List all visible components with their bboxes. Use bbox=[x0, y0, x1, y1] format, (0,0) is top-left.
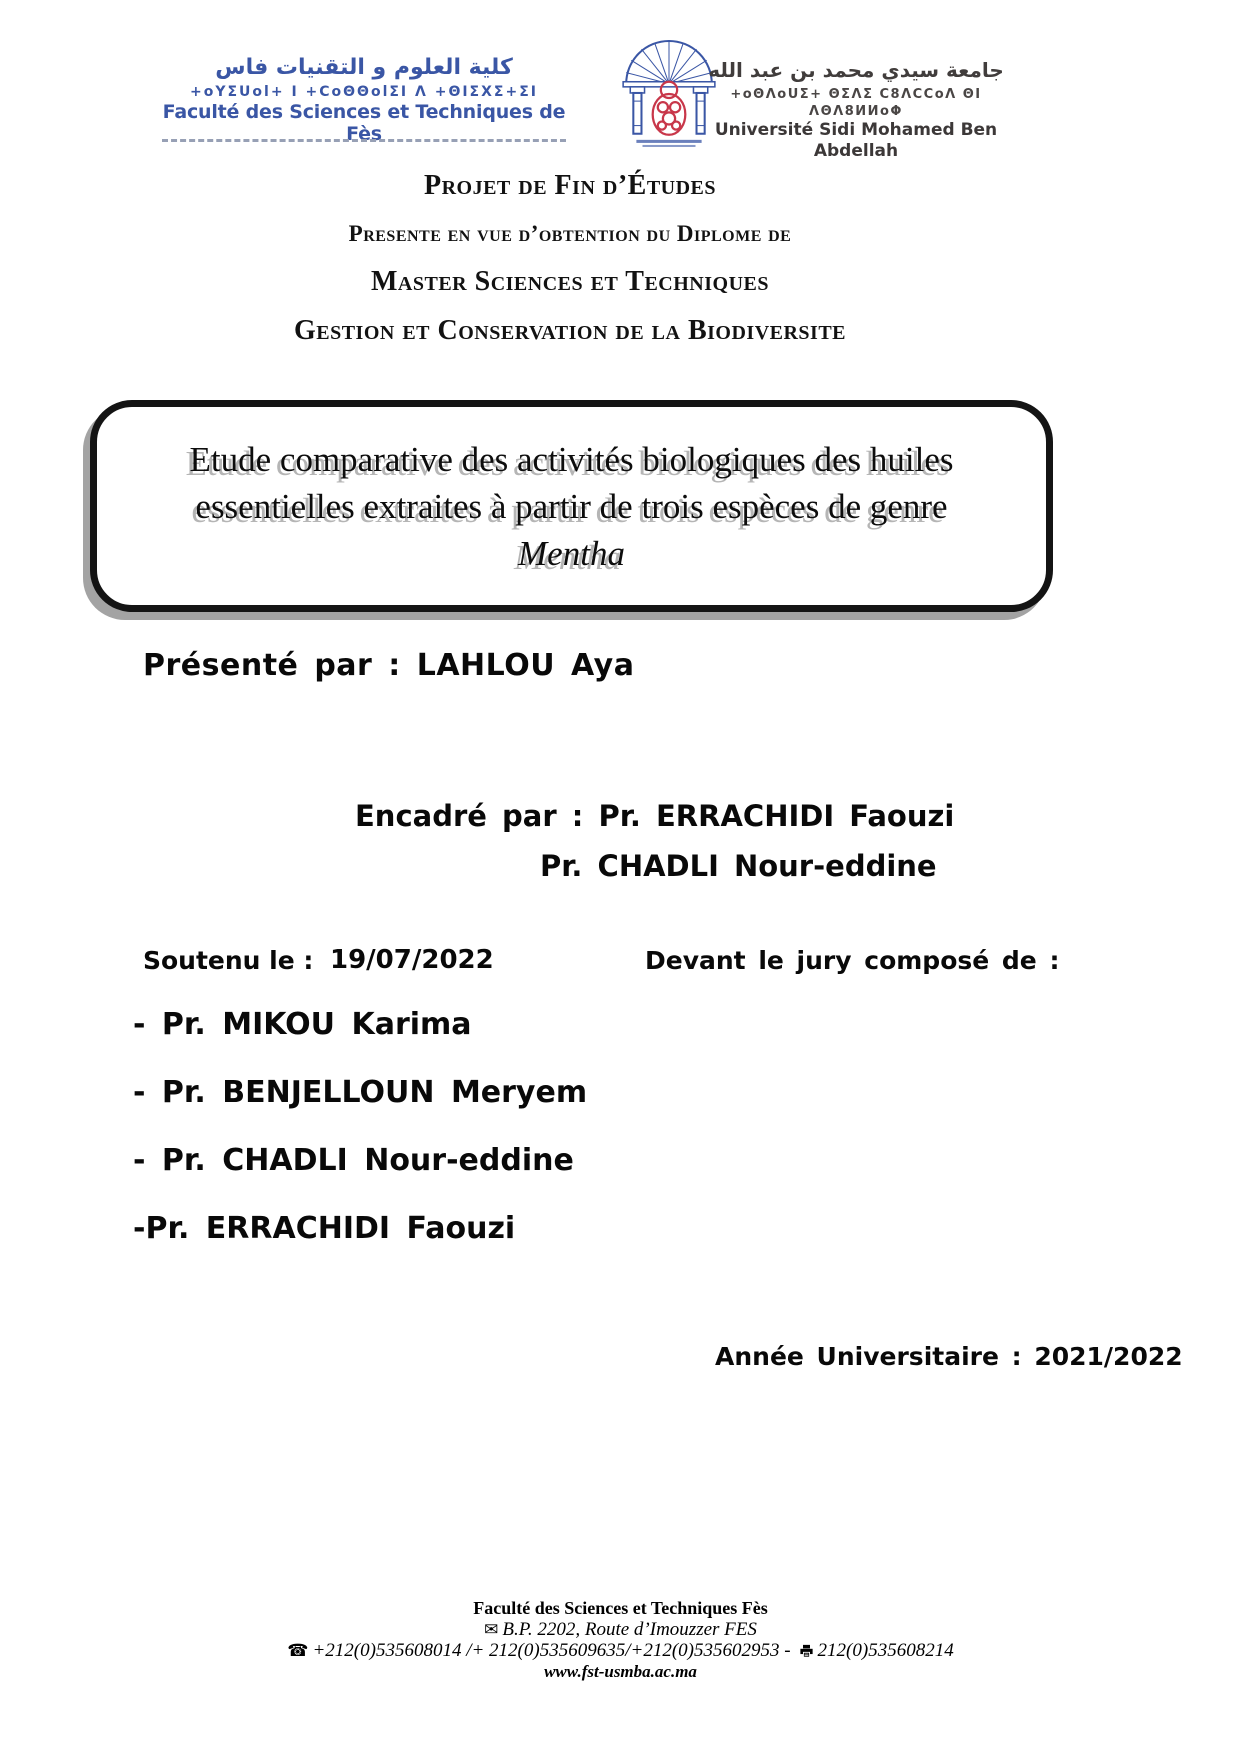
university-name-tifinagh: +oΘΛoUΣ+ ΘΣΛΣ C8ΛCCoΛ ΘI ΛΘΛ8ИИoΦ bbox=[730, 87, 982, 119]
university-header-block bbox=[688, 58, 1024, 162]
phone-icon: ☎ bbox=[287, 1641, 309, 1660]
footer-phones: +212(0)535608014 /+ 212(0)535609635/+212(0)535602953 - bbox=[312, 1640, 791, 1661]
thesis-title-genus: Mentha bbox=[518, 533, 625, 573]
jury-list bbox=[133, 1008, 587, 1280]
defense-date-label: Soutenu le : bbox=[143, 946, 314, 975]
faculty-name-tifinagh: +oYΣUol+ I +CoΘΘolΣI Λ +ΘIΣXΣ+ΣI bbox=[190, 84, 538, 100]
page-footer bbox=[0, 1598, 1241, 1682]
footer-address-line bbox=[0, 1619, 1241, 1640]
supervisor-line2: Pr. CHADLI Nour-eddine bbox=[540, 849, 937, 883]
fax-icon bbox=[799, 1642, 814, 1656]
footer-institution: Faculté des Sciences et Techniques Fès bbox=[473, 1598, 768, 1618]
thesis-title-box bbox=[90, 400, 1053, 612]
mail-icon: ✉ bbox=[484, 1620, 499, 1639]
author-line: Présenté par : LAHLOU Aya bbox=[143, 648, 635, 683]
footer-website: www.fst-usmba.ac.ma bbox=[544, 1662, 697, 1681]
supervisor-line1: Encadré par : Pr. ERRACHIDI Faouzi bbox=[355, 799, 955, 833]
footer-phone-line bbox=[0, 1640, 1241, 1661]
academic-year: Année Universitaire : 2021/2022 bbox=[715, 1342, 1183, 1371]
specialty-heading: Gestion et Conservation de la Biodiversite bbox=[293, 315, 847, 346]
jury-member: -Pr. ERRACHIDI Faouzi bbox=[133, 1211, 516, 1246]
defense-date-value: 19/07/2022 bbox=[330, 945, 494, 975]
master-heading: Master Sciences et Techniques bbox=[371, 266, 769, 297]
diploma-subtitle: Presente en vue d’obtention du Diplome de bbox=[348, 221, 792, 246]
jury-member: - Pr. MIKOU Karima bbox=[133, 1007, 472, 1042]
university-name-french: Université Sidi Mohamed Ben Abdellah bbox=[714, 120, 998, 161]
university-name-arabic: جامعة سيدي محمد بن عبد الله bbox=[708, 58, 1004, 82]
thesis-title-line2: essentielles extraites à partir de trois espèces de genre bbox=[195, 486, 948, 526]
footer-fax: 212(0)535608214 bbox=[817, 1640, 954, 1661]
faculty-name-arabic: كلية العلوم و التقنيات فاس bbox=[215, 55, 513, 80]
thesis-title-line1: Etude comparative des activités biologiques des huiles bbox=[189, 439, 954, 479]
footer-address: B.P. 2202, Route d’Imouzzer FES bbox=[502, 1619, 757, 1640]
jury-member: - Pr. CHADLI Nour-eddine bbox=[133, 1143, 574, 1178]
jury-section-label: Devant le jury composé de : bbox=[645, 946, 1060, 975]
faculty-header-block bbox=[158, 55, 570, 145]
jury-member: - Pr. BENJELLOUN Meryem bbox=[133, 1075, 588, 1110]
project-heading: Projet de Fin d’Études bbox=[423, 170, 717, 201]
dashed-divider bbox=[162, 139, 566, 142]
faculty-name-french: Faculté des Sciences et Techniques de Fès bbox=[162, 101, 566, 145]
